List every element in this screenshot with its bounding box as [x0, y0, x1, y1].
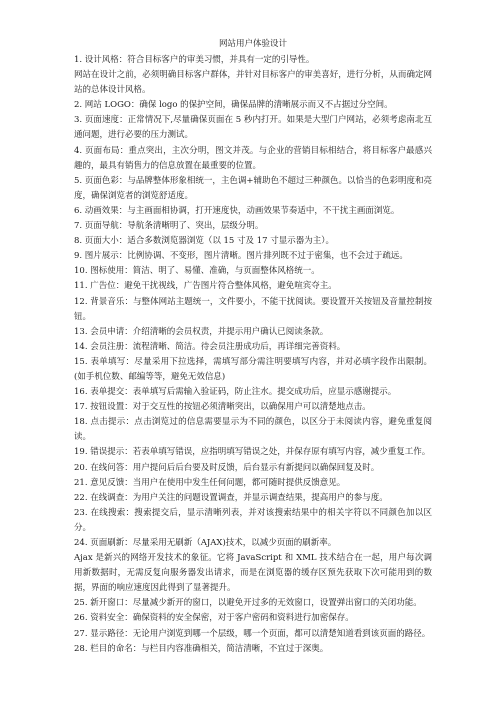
- paragraph-21: 21. 意见反馈：当用户在使用中发生任何问题，都可随时提供反馈意见。: [74, 477, 346, 488]
- paragraph-20: 20. 在线问答：用户提问后后台要及时反馈，后台显示有新提问以确保回复及时。: [74, 462, 380, 473]
- paragraph-25: 25. 新开窗口：尽量减少新开的窗口，以避免开过多的无效窗口，设置弹出窗口的关闭功能。: [74, 598, 422, 609]
- paragraph-8: 8. 页面大小：适合多数浏览器浏览（以 15 寸及 17 寸显示器为主）。: [74, 236, 335, 247]
- paragraph-1: 1. 设计风格：符合目标客户的审美习惯，并具有一定的引导性。: [74, 55, 315, 65]
- paragraph-1-detail: 网站在设计之前，必须明确目标客户群体，并针对目标客户的审美喜好，进行分析，从而确定网站的总体设计风格。: [74, 70, 432, 96]
- paragraph-5: 5. 页面色彩：与品牌整体形象相统一，主色调+辅助色不超过三种颜色。以恰当的色彩明度和亮度，确保浏览者的浏览舒适度。: [74, 175, 432, 201]
- document-body: [74, 53, 432, 657]
- paragraph-11: 11. 广告位：避免干扰视线，广告图片符合整体风格，避免喧宾夺主。: [74, 281, 337, 292]
- document-title: 网站用户体验设计: [218, 39, 287, 49]
- paragraph-22: 22. 在线调查：为用户关注的问题设置调查，并显示调查结果，提高用户的参与度。: [74, 492, 388, 503]
- paragraph-24: 24. 页面刷新：尽量采用无刷新（AJAX)技术，以减少页面的刷新率。: [74, 538, 337, 548]
- paragraph-19: 19. 错误提示：若表单填写错误，应指明填写错误之处，并保存原有填写内容，减少重复工作。: [74, 447, 431, 458]
- paragraph-6: 6. 动画效果：与主画面相协调，打开速度快，动画效果节奏适中，不干扰主画面浏览。: [74, 205, 400, 216]
- paragraph-4: 4. 页面布局：重点突出，主次分明，图文并茂。与企业的营销目标相结合，将目标客户最感兴趣的，最具有销售力的信息放置在最重要的位置。: [74, 145, 432, 171]
- paragraph-3: 3. 页面速度：正常情况下,尽量确保页面在 5 秒内打开。如果是大型门户网站，必须考虑南北互通问题，进行必要的压力测试。: [74, 115, 432, 141]
- paragraph-10: 10. 图标使用：简洁、明了、易懂、准确，与页面整体风格统一。: [74, 266, 320, 277]
- paragraph-28: 28. 栏目的命名：与栏目内容准确相关，简洁清晰，不宜过于深奥。: [74, 643, 329, 654]
- paragraph-9: 9. 图片展示：比例协调、不变形，图片清晰。图片排列既不过于密集，也不会过于疏远。: [74, 251, 408, 262]
- paragraph-24-detail: Ajax 是新兴的网络开发技术的象征。它将 JavaScript 和 XML 技术结合在一起，用户每次调用新数据时，无需反复向服务器发出请求，而是在浏览器的缓存区预先获取下次可能用到的数据，界面的响应速度因此得到了显著提升。: [74, 553, 432, 594]
- paragraph-15: 15. 表单填写：尽量采用下拉选择，需填写部分需注明要填写内容，并对必填字段作出限制。(如手机位数、邮编等等，避免无效信息): [74, 356, 432, 382]
- paragraph-23: 23. 在线搜索：搜索提交后，显示清晰列表，并对该搜索结果中的相关字符以不同颜色加以区分。: [74, 507, 432, 533]
- paragraph-16: 16. 表单提交：表单填写后需输入验证码，防止注水。提交成功后，应显示感谢提示。: [74, 387, 397, 398]
- paragraph-13: 13. 会员申请：介绍清晰的会员权责，并提示用户确认已阅读条款。: [74, 326, 329, 337]
- paragraph-18: 18. 点击提示：点击浏览过的信息需要显示为不同的颜色，以区分于未阅读内容，避免重复阅读。: [74, 417, 432, 443]
- paragraph-12: 12. 背景音乐：与整体网站主题统一，文件要小，不能干扰阅读。要设置开关按钮及音量控制按钮。: [74, 296, 432, 322]
- paragraph-14: 14. 会员注册：流程清晰、简洁。待会员注册成功后，再详细完善资料。: [74, 341, 346, 352]
- paragraph-2: 2. 网站 LOGO：确保 logo 的保护空间，确保品牌的清晰展示而又不占据过分空间。: [74, 100, 393, 111]
- paragraph-7: 7. 页面导航：导航条清晰明了、突出，层级分明。: [74, 221, 264, 232]
- paragraph-26: 26. 资料安全：确保资料的安全保密，对于客户密码和资料进行加密保存。: [74, 613, 354, 624]
- document-page: [74, 37, 432, 657]
- paragraph-27: 27. 显示路径：无论用户浏览到哪一个层级，哪一个页面，都可以清楚知道看到该页面的路径。: [74, 628, 431, 639]
- paragraph-17: 17. 按钮设置：对于交互性的按钮必须清晰突出，以确保用户可以清楚地点击。: [74, 402, 371, 413]
